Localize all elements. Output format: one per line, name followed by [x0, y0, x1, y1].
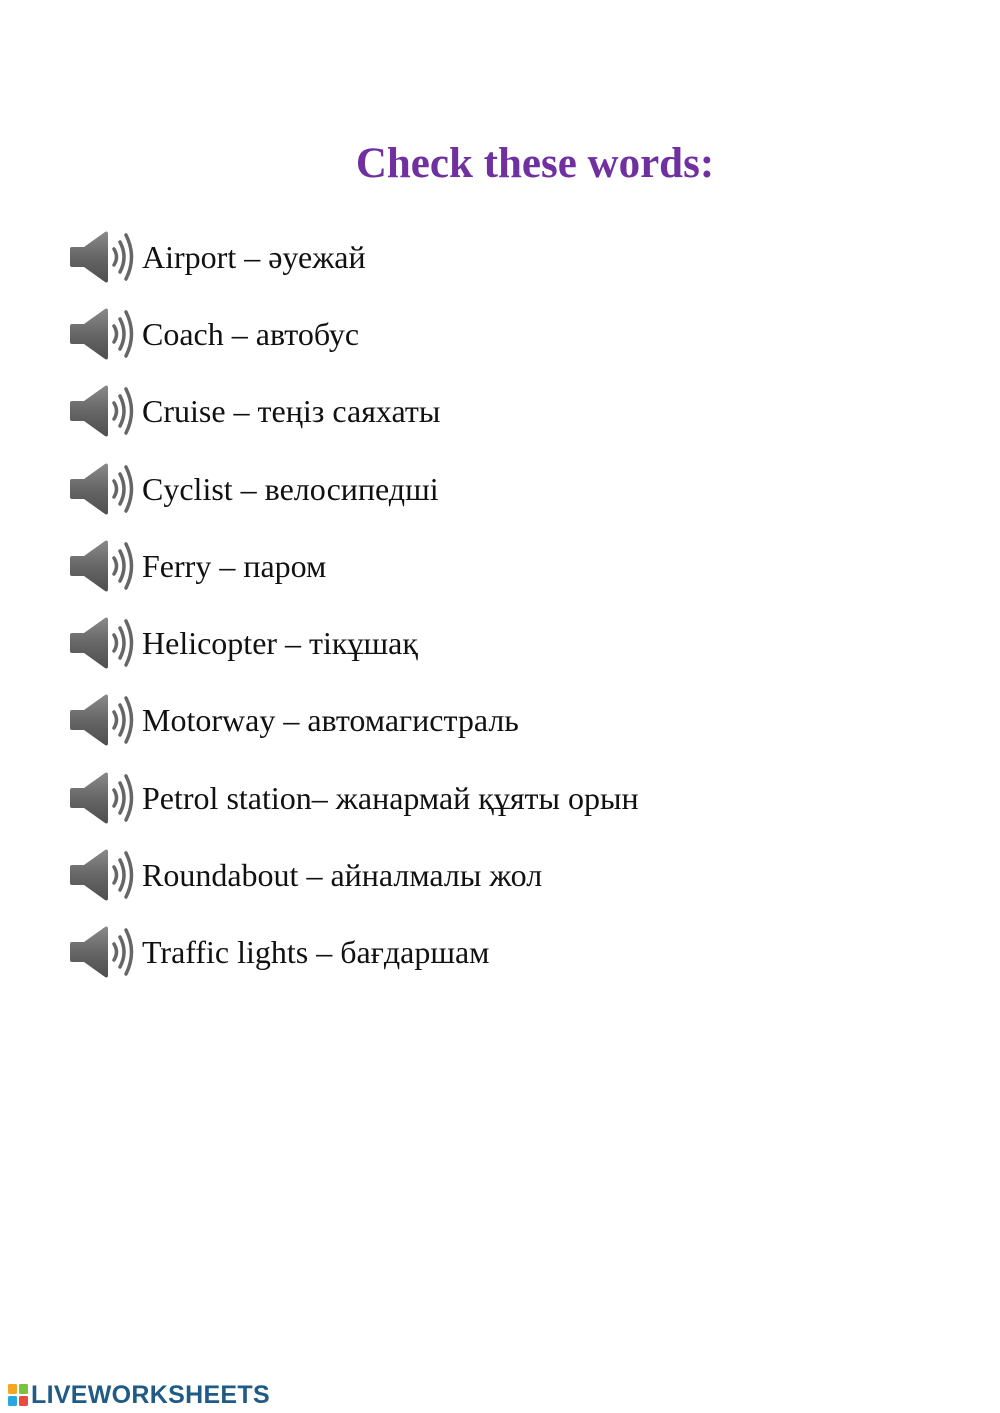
word-item: [68, 450, 948, 527]
word-text: Traffic lights – бағдаршам: [142, 934, 490, 971]
word-text: Cyclist – велосипедші: [142, 470, 439, 507]
logo-text: LIVEWORKSHEETS: [31, 1380, 270, 1409]
word-item: [68, 527, 948, 604]
speaker-icon[interactable]: [68, 383, 136, 439]
word-item: [68, 682, 948, 759]
speaker-icon[interactable]: [68, 229, 136, 285]
word-item: [68, 759, 948, 836]
speaker-icon[interactable]: [68, 847, 136, 903]
page-title: Check these words:: [355, 140, 715, 187]
speaker-icon[interactable]: [68, 461, 136, 517]
speaker-icon[interactable]: [68, 924, 136, 980]
word-text: Cruise – теңіз саяхаты: [142, 393, 441, 430]
word-text: Motorway – автомагистраль: [142, 702, 519, 739]
word-text: Petrol station– жанармай құяты орын: [142, 779, 639, 816]
word-item: [68, 295, 948, 372]
word-text: Airport – әуежай: [142, 238, 366, 275]
word-item: [68, 373, 948, 450]
word-item: [68, 604, 948, 681]
word-text: Helicopter – тікұшақ: [142, 625, 418, 662]
word-item: [68, 836, 948, 913]
word-text: Roundabout – айналмалы жол: [142, 857, 543, 894]
logo-mark-icon: [8, 1384, 28, 1406]
word-text: Ferry – паром: [142, 547, 327, 584]
speaker-icon[interactable]: [68, 306, 136, 362]
word-item: [68, 218, 948, 295]
speaker-icon[interactable]: [68, 692, 136, 748]
liveworksheets-logo[interactable]: [8, 1382, 270, 1408]
word-list: [68, 218, 948, 991]
word-text: Coach – автобус: [142, 315, 360, 352]
speaker-icon[interactable]: [68, 770, 136, 826]
speaker-icon[interactable]: [68, 615, 136, 671]
speaker-icon[interactable]: [68, 538, 136, 594]
word-item: [68, 914, 948, 991]
